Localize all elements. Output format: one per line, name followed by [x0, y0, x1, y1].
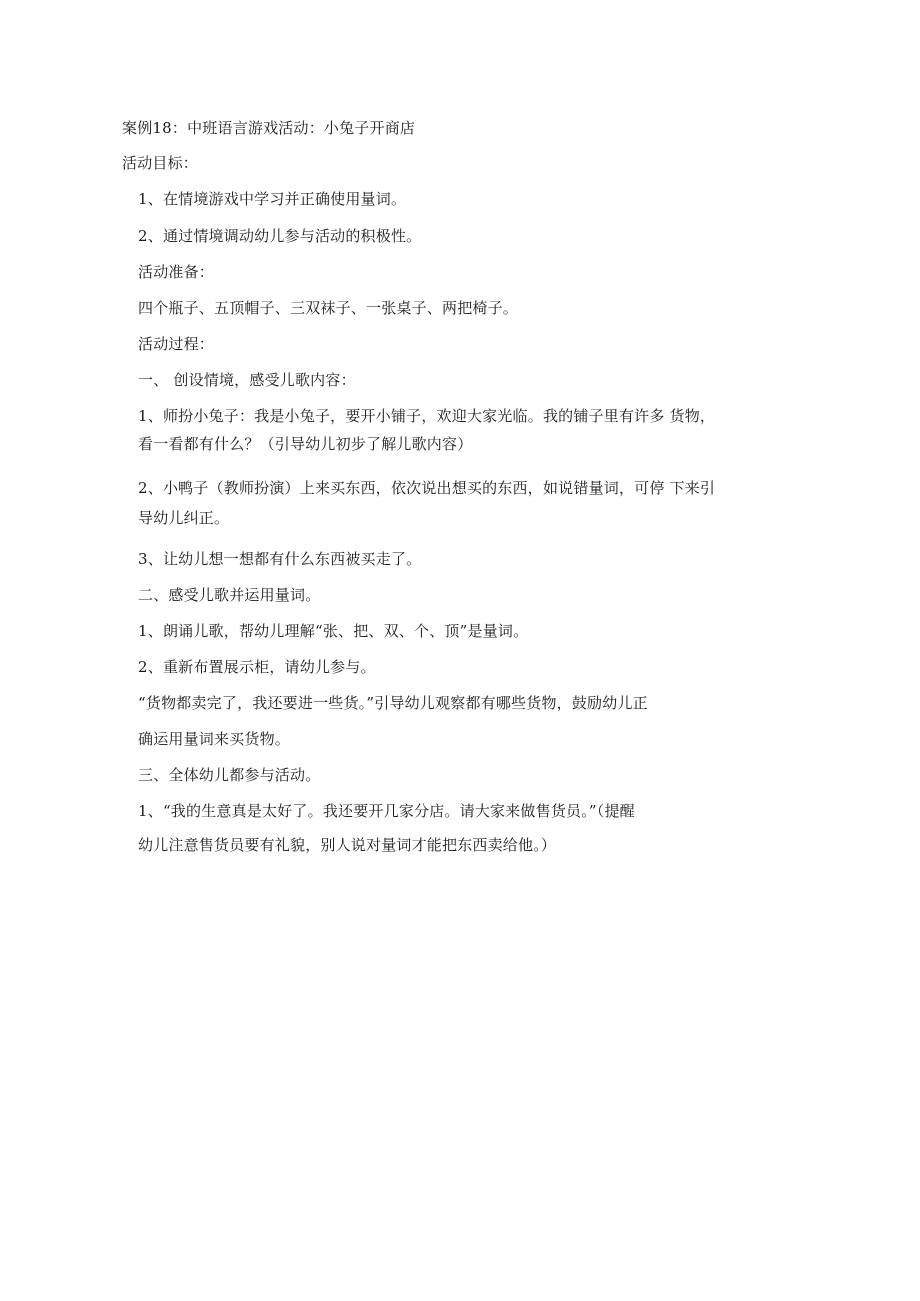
section-2-step-2: 2、重新布置展示柜，请幼儿参与。 — [138, 658, 376, 676]
section-2-quote-cont: 确运用量词来买货物。 — [138, 730, 291, 748]
process-heading: 活动过程： — [138, 335, 215, 353]
goals-heading: 活动目标： — [122, 154, 199, 172]
section-2-step-1: 1、朗诵儿歌，帮幼儿理解“张、把、双、个、顶”是量词。 — [138, 622, 529, 640]
section-3-step-1: 1、“我的生意真是太好了。我还要开几家分店。请大家来做售货员。”（提醒 — [138, 802, 635, 820]
section-2-quote: “货物都卖完了，我还要进一些货。”引导幼儿观察都有哪些货物，鼓励幼儿正 — [138, 694, 648, 712]
section-3-heading: 三、全体幼儿都参与活动。 — [138, 766, 321, 784]
prep-items: 四个瓶子、五顶帽子、三双袜子、一张桌子、两把椅子。 — [138, 299, 519, 317]
document-title: 案例18：中班语言游戏活动：小兔子开商店 — [122, 119, 416, 137]
goal-item-1: 1、在情境游戏中学习并正确使用量词。 — [138, 190, 407, 208]
section-1-step-1: 1、师扮小兔子：我是小兔子，要开小铺子，欢迎大家光临。我的铺子里有许多 货物， — [138, 407, 716, 425]
section-1-step-3: 3、让幼儿想一想都有什么东西被买走了。 — [138, 550, 422, 568]
section-1-step-2-cont: 导幼儿纠正。 — [138, 509, 230, 527]
section-1-step-1-cont: 看一看都有什么？（引导幼儿初步了解儿歌内容） — [138, 435, 473, 453]
section-1-step-2: 2、小鸭子（教师扮演）上来买东西，依次说出想买的东西，如说错量词，可停 下来引 — [138, 479, 716, 497]
section-3-step-1-cont: 幼儿注意售货员要有礼貌，别人说对量词才能把东西卖给他。） — [138, 836, 557, 854]
section-1-heading: 一、 创设情境，感受儿歌内容： — [138, 371, 356, 389]
section-2-heading: 二、感受儿歌并运用量词。 — [138, 586, 321, 604]
prep-heading: 活动准备： — [138, 263, 215, 281]
goal-item-2: 2、通过情境调动幼儿参与活动的积极性。 — [138, 227, 422, 245]
